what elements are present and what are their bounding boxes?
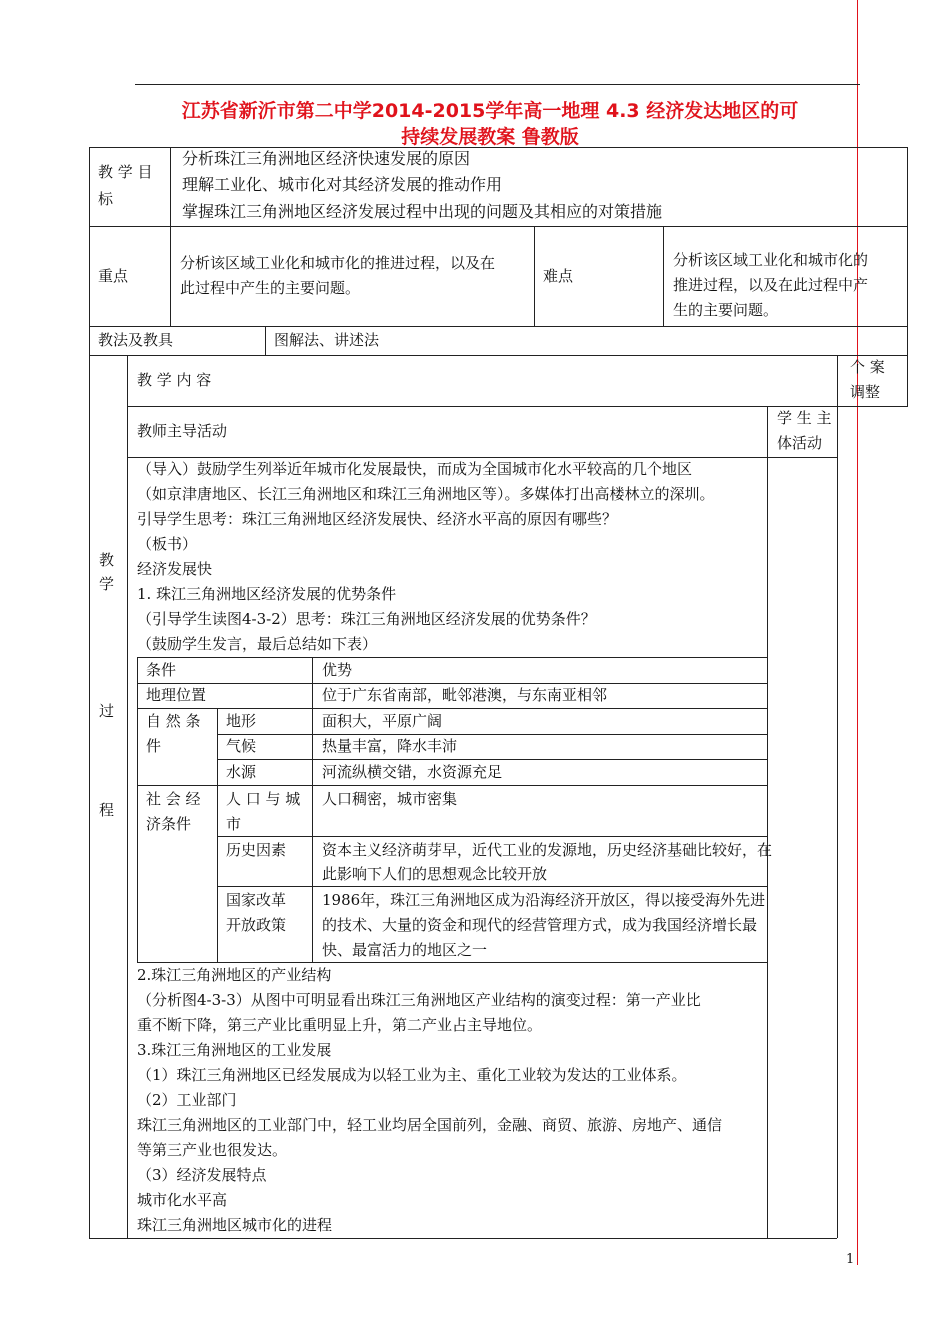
- lesson-text-line: （分析图4-3-3）从图中可明显看出珠江三角洲地区产业结构的演变过程：第一产业比: [137, 991, 701, 1009]
- lesson-text-line: 2.珠江三角洲地区的产业结构: [137, 966, 332, 984]
- lesson-text-line: 引导学生思考：珠江三角洲地区经济发展快、经济水平高的原因有哪些？: [137, 510, 618, 528]
- lesson-text-line: 重不断下降，第三产业比重明显上升，第二产业占主导地位。: [137, 1016, 543, 1034]
- history-value: 此影响下人们的思想观念比较开放: [322, 865, 548, 883]
- lesson-text-line: 珠江三角洲地区城市化的进程: [137, 1216, 333, 1234]
- water-value: 河流纵横交错，水资源充足: [322, 763, 503, 781]
- goals-label-line-1: 教 学 目: [98, 163, 153, 181]
- lesson-text-line: （鼓励学生发言，最后总结如下表）: [137, 635, 378, 653]
- table-header-condition: 条件: [146, 661, 177, 679]
- reform-label: 国家改革: [226, 891, 287, 909]
- social-label: 社 会 经: [146, 790, 201, 808]
- lesson-text-line: 3.珠江三角洲地区的工业发展: [137, 1041, 332, 1059]
- difficulty-text: 生的主要问题。: [673, 301, 779, 319]
- key-point-text: 分析该区域工业化和城市化的推进过程，以及在: [180, 254, 496, 272]
- terrain-value: 面积大，平原广阔: [322, 712, 443, 730]
- page-title-line-1: 江苏省新沂市第二中学2014-2015学年高一地理 4.3 经济发达地区的可: [181, 100, 799, 122]
- natural-label: 件: [146, 737, 162, 755]
- process-label-char: 学: [99, 575, 115, 593]
- reform-value: 的技术、大量的资金和现代的经营管理方式，成为我国经济增长最: [322, 916, 758, 934]
- methods-value: 图解法、讲述法: [274, 331, 380, 349]
- margin-line: [857, 0, 858, 1265]
- teacher-header: 教师主导活动: [137, 422, 228, 440]
- goal-item: 掌握珠江三角洲地区经济发展过程中出现的问题及其相应的对策措施: [182, 202, 663, 221]
- goal-item: 理解工业化、城市化对其经济发展的推动作用: [182, 175, 503, 194]
- student-header-line-1: 学 生 主: [777, 409, 832, 427]
- process-label-char: 过: [99, 702, 115, 720]
- terrain-label: 地形: [226, 712, 257, 730]
- page-number: 1: [846, 1252, 855, 1267]
- water-label: 水源: [226, 763, 257, 781]
- social-label: 济条件: [146, 815, 192, 833]
- natural-label: 自 然 条: [146, 712, 201, 730]
- page-title-line-2: 持续发展教案 鲁教版: [401, 126, 579, 148]
- reform-label: 开放政策: [226, 916, 287, 934]
- lesson-text-line: （引导学生读图4-3-2）思考：珠江三角洲地区经济发展的优势条件？: [137, 610, 596, 628]
- lesson-text-line: （1）珠江三角洲地区已经发展成为以轻工业为主、重化工业较为发达的工业体系。: [137, 1066, 687, 1084]
- adjust-header-line-1: 个 案: [850, 358, 885, 376]
- table-header-advantage: 优势: [322, 661, 353, 679]
- climate-label: 气候: [226, 737, 257, 755]
- history-value: 资本主义经济萌芽早，近代工业的发源地，历史经济基础比较好，在: [322, 841, 773, 859]
- geo-label: 地理位置: [146, 686, 207, 704]
- process-label-char: 程: [99, 801, 115, 819]
- lesson-text-line: （2）工业部门: [137, 1091, 237, 1109]
- lesson-text-line: 城市化水平高: [137, 1191, 228, 1209]
- key-point-label: 重点: [98, 267, 129, 285]
- history-label: 历史因素: [226, 841, 287, 859]
- goals-label-line-2: 标: [98, 190, 114, 208]
- lesson-text-line: 珠江三角洲地区的工业部门中，轻工业均居全国前列，金融、商贸、旅游、房地产、通信: [137, 1116, 723, 1134]
- lesson-text-line: （板书）: [137, 535, 198, 553]
- population-label: 市: [226, 815, 242, 833]
- key-point-text: 此过程中产生的主要问题。: [180, 279, 361, 297]
- lesson-text-line: 经济发展快: [137, 560, 213, 578]
- geo-value: 位于广东省南部，毗邻港澳，与东南亚相邻: [322, 686, 608, 704]
- difficulty-label: 难点: [543, 267, 574, 285]
- process-label-char: 教: [99, 551, 115, 569]
- content-header: 教 学 内 容: [137, 371, 212, 389]
- lesson-text-line: 等第三产业也很发达。: [137, 1141, 288, 1159]
- adjust-header-line-2: 调整: [850, 383, 881, 401]
- difficulty-text: 分析该区域工业化和城市化的: [673, 251, 869, 269]
- lesson-text-line: （3）经济发展特点: [137, 1166, 267, 1184]
- difficulty-text: 推进过程，以及在此过程中产: [673, 276, 869, 294]
- goal-item: 分析珠江三角洲地区经济快速发展的原因: [182, 149, 471, 168]
- lesson-text-line: （如京津唐地区、长江三角洲地区和珠江三角洲地区等）。多媒体打出高楼林立的深圳。: [137, 485, 715, 503]
- lesson-text-line: （导入）鼓励学生列举近年城市化发展最快，而成为全国城市化水平较高的几个地区: [137, 460, 693, 478]
- reform-value: 1986年，珠江三角洲地区成为沿海经济开放区，得以接受海外先进: [322, 891, 766, 909]
- population-value: 人口稠密，城市密集: [322, 790, 458, 808]
- reform-value: 快、最富活力的地区之一: [322, 941, 488, 959]
- header-rule: [135, 84, 860, 85]
- climate-value: 热量丰富，降水丰沛: [322, 737, 458, 755]
- lesson-text-line: 1. 珠江三角洲地区经济发展的优势条件: [137, 585, 397, 603]
- methods-label: 教法及教具: [98, 331, 174, 349]
- population-label: 人 口 与 城: [226, 790, 301, 808]
- student-header-line-2: 体活动: [777, 434, 823, 452]
